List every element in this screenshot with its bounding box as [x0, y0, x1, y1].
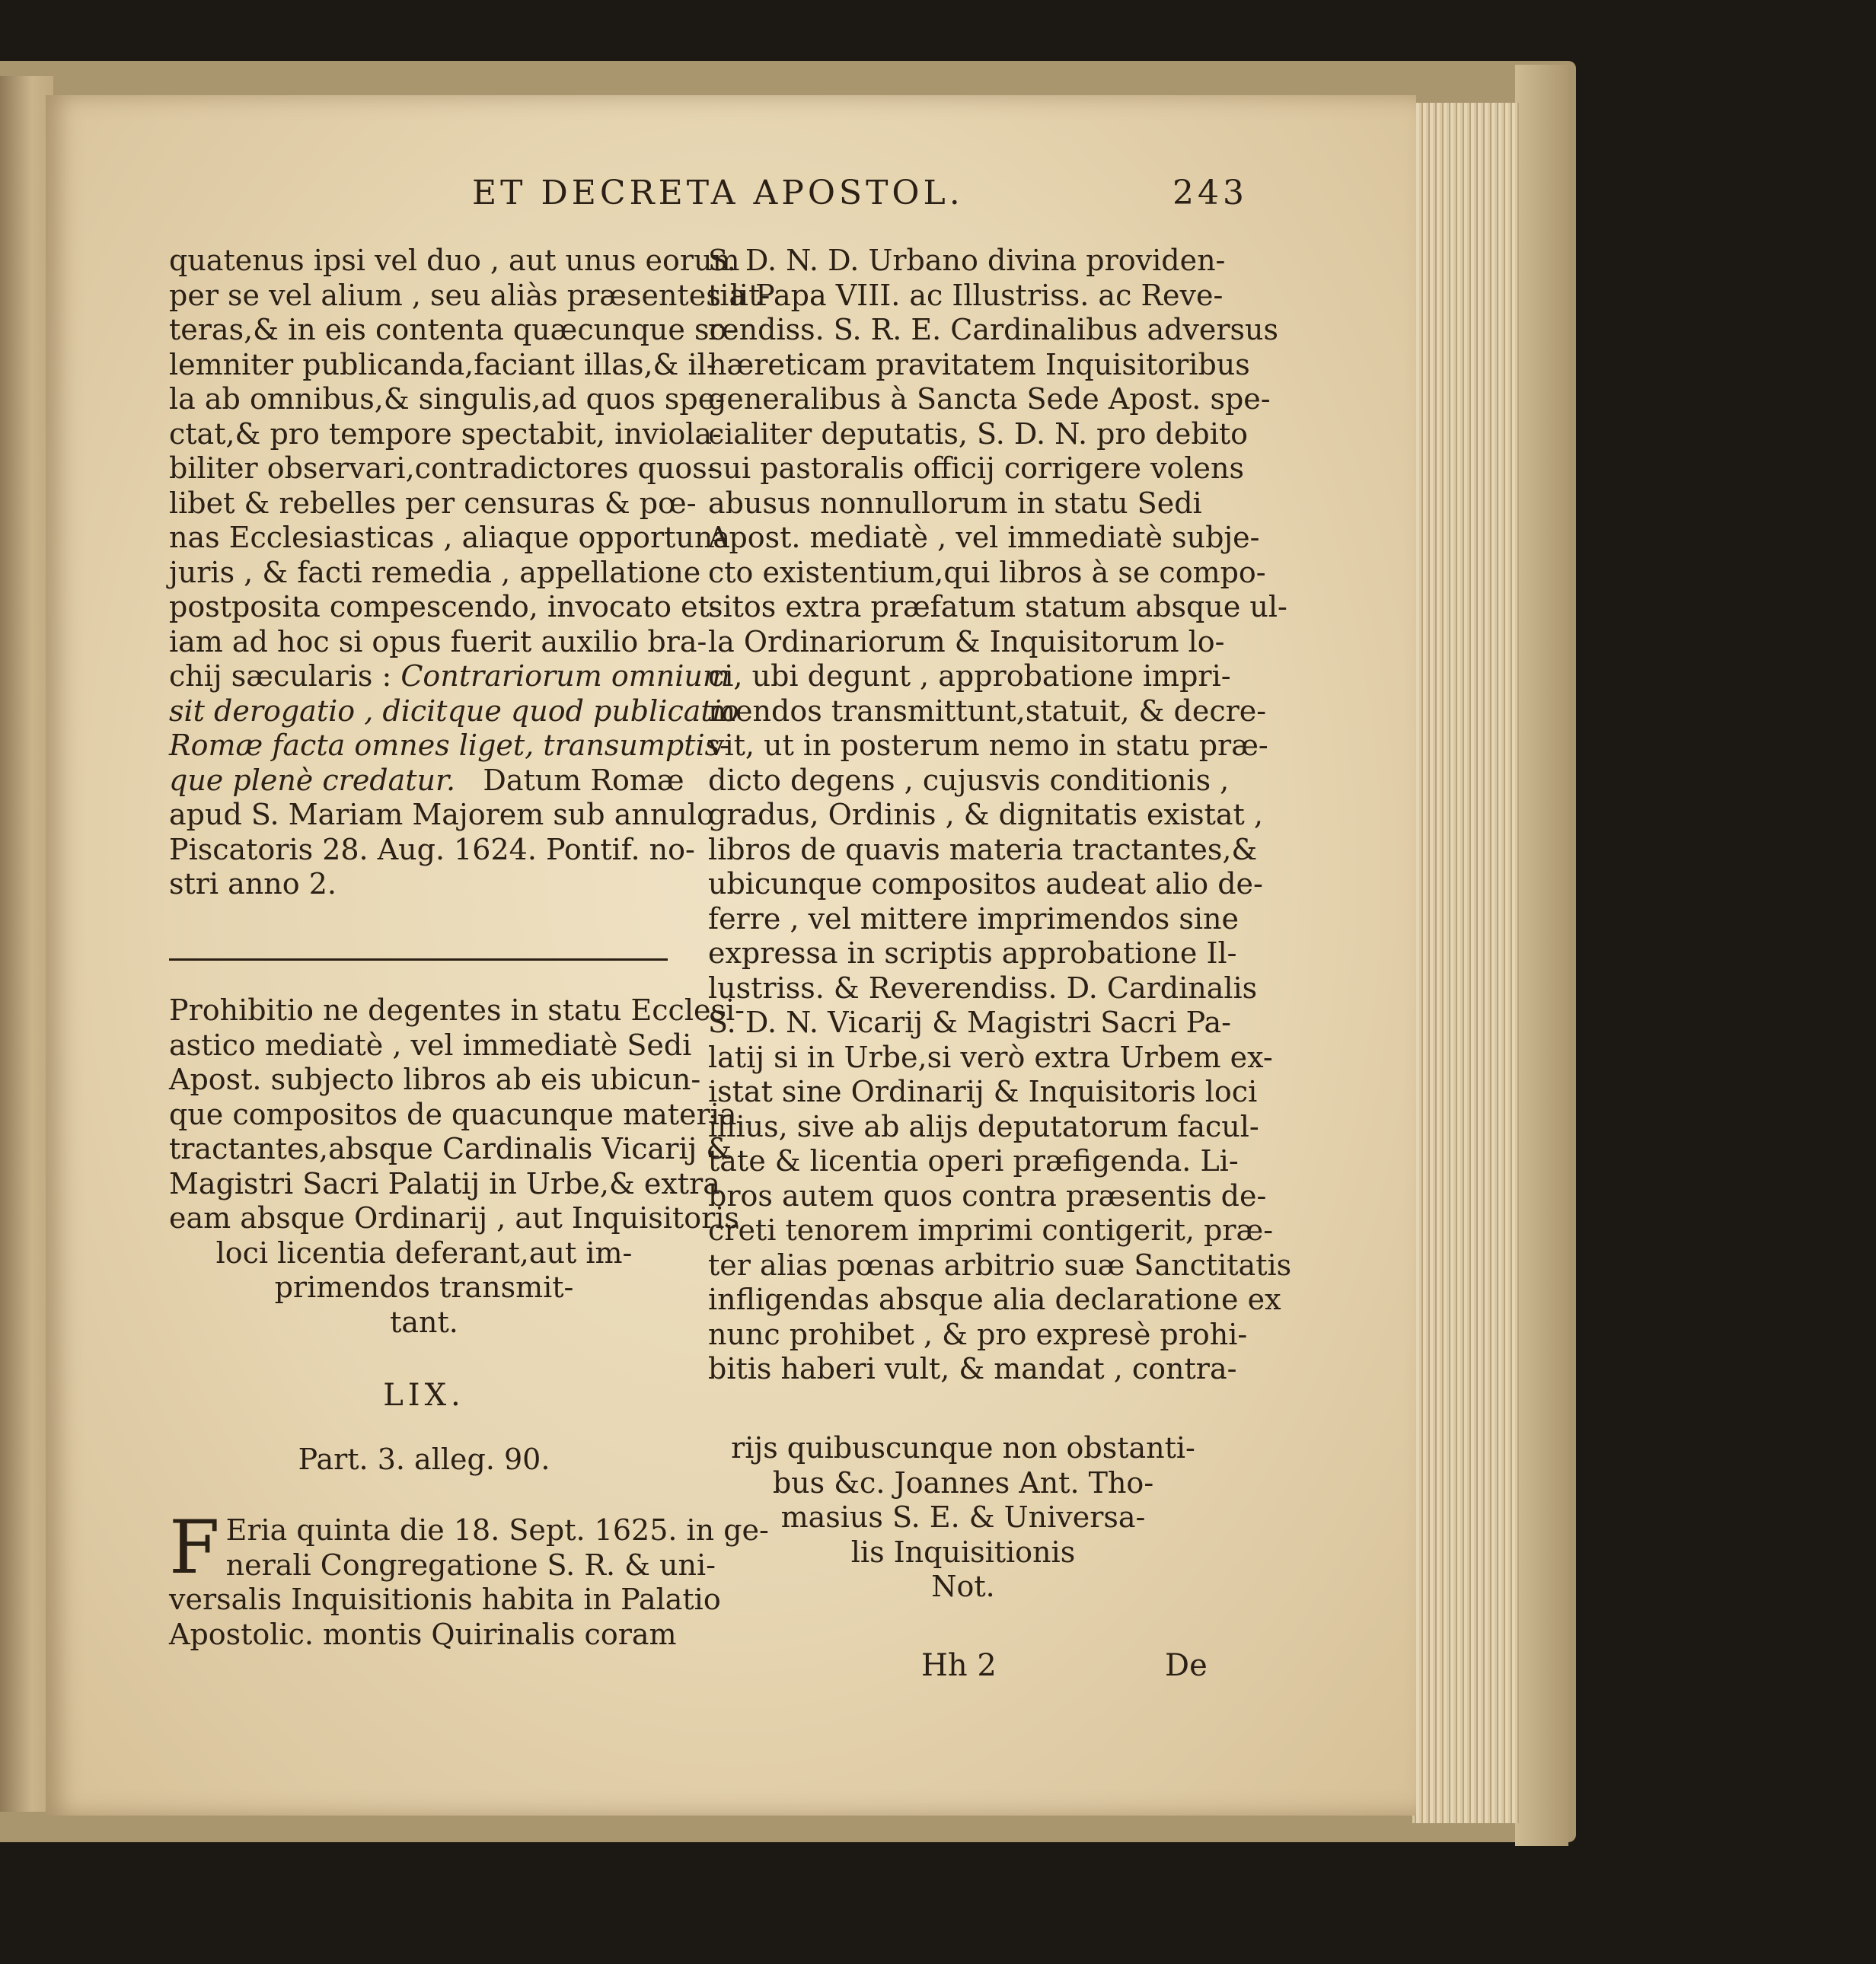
text-line: apud S. Mariam Majorem sub annulo [169, 798, 714, 831]
italic-text: Contrariorum omnium [400, 659, 730, 693]
italic-text: que plenè credatur. [169, 763, 456, 797]
text-line: lustriss. & Reverendiss. D. Cardinalis [708, 971, 1258, 1005]
text-line: tia Papa VIII. ac Illustriss. ac Reve- [708, 278, 1224, 312]
left-column [169, 244, 770, 902]
header-title: ET DECRETA APOSTOL. [472, 174, 964, 212]
text-line: libet & rebelles per censuras & pœ- [169, 486, 697, 520]
text-line: S. D. N. D. Urbano divina providen- [708, 244, 1226, 277]
text-line: dicto degens , cujusvis conditionis , [708, 763, 1230, 797]
text-line: mendos transmittunt,statuit, & decre- [708, 693, 1267, 728]
text-line: gradus, Ordinis , & dignitatis existat , [708, 798, 1263, 831]
text-line: tractantes,absque Cardinalis Vicarij & [169, 1132, 732, 1165]
text-line: rendiss. S. R. E. Cardinalibus adversus [708, 313, 1279, 346]
text-line: bitis haberi vult, & mandat , contra- [708, 1352, 1237, 1385]
text-fragment: chij sæcularis : [169, 659, 392, 693]
text-line: vit, ut in posterum nemo in statu præ- [708, 729, 1268, 762]
text-line: que compositos de quacunque materia [169, 1097, 737, 1131]
text-line: hæreticam pravitatem Inquisitoribus [708, 347, 1250, 381]
text-line: tate & licentia operi præfigenda. Li- [708, 1144, 1239, 1178]
text-line: astico mediatè , vel immediatè Sedi [169, 1028, 692, 1062]
reference-note: Part. 3. alleg. 90. [298, 1443, 550, 1476]
signature-block [708, 1431, 1218, 1605]
text-fragment: Datum Romæ [483, 763, 684, 797]
text-line: ter alias pœnas arbitrio suæ Sanctitatis [708, 1248, 1292, 1282]
text-line: nunc prohibet , & pro expresè prohi- [708, 1317, 1248, 1351]
text-line: quatenus ipsi vel duo , aut unus eorum [169, 244, 740, 277]
text-line [169, 763, 684, 799]
text-line: lis Inquisitionis [850, 1535, 1076, 1569]
text-line: rijs quibuscunque non obstanti- [731, 1431, 1195, 1465]
section-divider [169, 958, 668, 961]
text-line: per se vel alium , seu aliàs præsentes lit- [169, 278, 770, 312]
text-line: la Ordinariorum & Inquisitorum lo- [708, 624, 1225, 658]
text-line: biliter observari,contradictores quos- [169, 451, 717, 485]
text-line: juris , & facti remedia , appellatione [169, 555, 701, 589]
catchword: De [1165, 1648, 1208, 1683]
text-line: nerali Congregatione S. R. & uni- [225, 1548, 716, 1582]
signature-mark: Hh 2 [921, 1648, 997, 1683]
text-line: Piscatoris 28. Aug. 1624. Pontif. no- [169, 832, 695, 866]
text-line: expressa in scriptis approbatione Il- [708, 936, 1237, 970]
text-line: Eria quinta die 18. Sept. 1625. in ge- [225, 1513, 769, 1547]
text-line [169, 659, 730, 694]
text-line: generalibus à Sancta Sede Apost. spe- [708, 382, 1271, 416]
page-edges [1412, 103, 1519, 1823]
text-line: creti tenorem imprimi contigerit, præ- [708, 1213, 1274, 1247]
text-line: sui pastoralis officij corrigere volens [708, 451, 1245, 485]
italic-line: sit derogatio , dicitque quod publicatio [169, 693, 739, 728]
text-line: loci licentia deferant,aut im- [215, 1235, 633, 1270]
text-line: stri anno 2. [169, 867, 337, 901]
text-line: ferre , vel mittere imprimendos sine [708, 901, 1239, 936]
text-line: lemniter publicanda,faciant illas,& il- [169, 347, 716, 381]
text-line: iam ad hoc si opus fuerit auxilio bra- [169, 624, 707, 658]
text-line: Apost. subjecto libros ab eis ubicun- [169, 1063, 701, 1096]
text-line: Apost. mediatè , vel immediatè subje- [708, 521, 1260, 554]
page-number: 243 [1172, 174, 1248, 212]
text-line: Apostolic. montis Quirinalis coram [169, 1617, 677, 1651]
text-line: cialiter deputatis, S. D. N. pro debito [708, 416, 1248, 451]
text-line: Not. [931, 1570, 995, 1603]
text-line: ubicunque compositos audeat alio de- [708, 867, 1263, 901]
text-line: ci, ubi degunt , approbatione impri- [708, 659, 1231, 693]
section-number: LIX. [383, 1378, 465, 1413]
drop-cap: F [169, 1505, 220, 1590]
text-line: Magistri Sacri Palatij in Urbe,& extra [169, 1166, 720, 1200]
text-line: illius, sive ab alijs deputatorum facul- [708, 1109, 1259, 1143]
book-cover-edge [1515, 65, 1568, 1846]
text-line: postposita compescendo, invocato et- [169, 590, 719, 623]
text-line: tant. [390, 1305, 458, 1339]
text-line: masius S. E. & Universa- [780, 1500, 1146, 1534]
text-line: abusus nonnullorum in statu Sedi [708, 486, 1202, 520]
text-line: nas Ecclesiasticas , aliaque opportuna [169, 521, 730, 554]
text-line: sitos extra præfatum statum absque ul- [708, 590, 1287, 623]
text-line: bros autem quos contra præsentis de- [708, 1178, 1267, 1213]
text-line: istat sine Ordinarij & Inquisitoris loci [708, 1075, 1258, 1108]
text-line: S. D. N. Vicarij & Magistri Sacri Pa- [708, 1006, 1231, 1039]
text-line: cto existentium,qui libros à se compo- [708, 555, 1266, 589]
prohibition-heading [169, 993, 745, 1340]
text-line: ctat,& pro tempore spectabit, inviola- [169, 416, 722, 451]
text-line: bus &c. Joannes Ant. Tho- [772, 1465, 1154, 1500]
feria-paragraph [169, 1505, 769, 1652]
text-line: versalis Inquisitionis habita in Palatio [169, 1583, 721, 1616]
text-line: la ab omnibus,& singulis,ad quos spe- [169, 382, 726, 416]
text-line: latij si in Urbe,si verò extra Urbem ex- [708, 1040, 1273, 1074]
text-line: teras,& in eis contenta quæcunque so- [169, 313, 737, 346]
right-column [708, 244, 1292, 1387]
text-line: infligendas absque alia declaratione ex [708, 1283, 1281, 1316]
text-line: libros de quavis materia tractantes,& [708, 832, 1258, 866]
text-line: primendos transmit- [274, 1271, 574, 1304]
text-line: Prohibitio ne degentes in statu Ecclesi- [169, 993, 745, 1027]
text-line: eam absque Ordinarij , aut Inquisitoris [169, 1201, 739, 1235]
italic-line: Romæ facta omnes liget, transumptis- [169, 729, 729, 762]
